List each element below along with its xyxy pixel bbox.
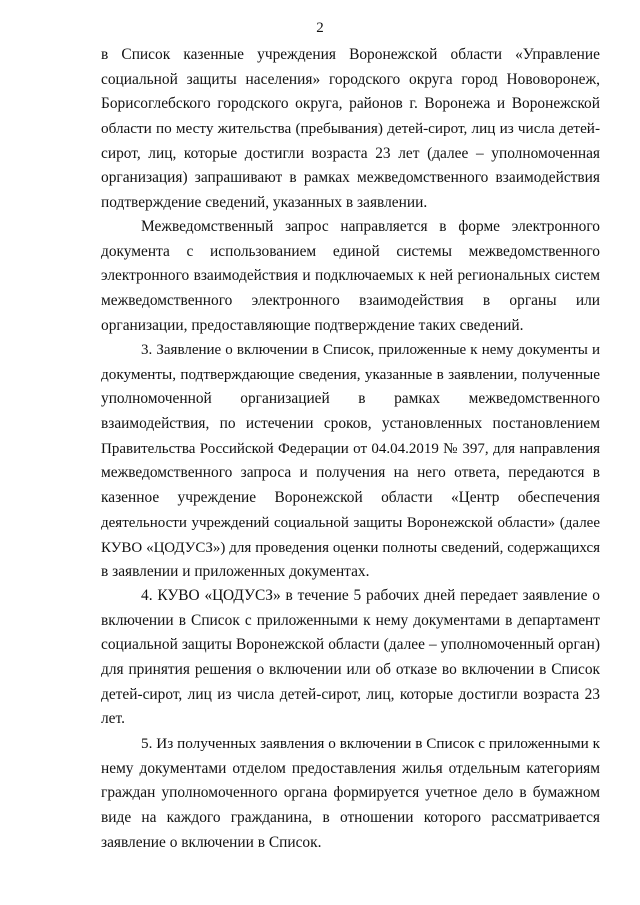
paragraph-1 [101, 43, 600, 216]
text-line: сирот, лиц, которые достигли возраста 23 лет (далее – уполномоченная [101, 144, 600, 162]
text-line: подтверждение сведений, указанных в заявлении. [101, 194, 428, 212]
text-line: Борисоглебского городского округа, районов г. Воронежа и Воронежской [101, 95, 600, 113]
text-line: организация) запрашивают в рамках межведомственного взаимодействия [101, 169, 600, 187]
text-line: социальной защиты населения» городского округа город Нововоронеж, [101, 70, 600, 88]
text-line: межведомственного запроса и получения на него ответа, передаются в [101, 464, 600, 482]
text-line: социальной защиты Воронежской области (далее – уполномоченный орган) [101, 636, 600, 654]
text-line: детей-сирот, лиц из числа детей-сирот, лиц, которые достигли возраста 23 [101, 685, 600, 703]
text-line: граждан уполномоченного органа формируется учетное дело в бумажном [101, 784, 600, 802]
text-line: документа с использованием единой системы межведомственного [101, 242, 600, 260]
text-line: взаимодействия, по истечении сроков, установленных постановлением [101, 415, 600, 433]
paragraph-4 [101, 584, 600, 732]
text-line: области по месту жительства (пребывания) детей-сирот, лиц из числа детей- [101, 120, 600, 138]
text-line: казенное учреждение Воронежской области «Центр обеспечения [101, 489, 600, 507]
text-line: в Список казенные учреждения Воронежской области «Управление [101, 46, 600, 63]
text-line: нему документами отделом предоставления жилья отдельным категориям [101, 759, 600, 777]
paragraph-2 [101, 215, 600, 338]
text-line: для принятия решения о включении или об отказе во включении в Список [101, 661, 600, 679]
text-line: Межведомственный запрос направляется в форме электронного [141, 218, 600, 235]
page-number: 2 [316, 20, 324, 36]
text-line: заявление о включении в Список. [101, 833, 322, 851]
text-line: 4. КУВО «ЦОДУСЗ» в течение 5 рабочих дней передает заявление о [141, 587, 600, 604]
text-line: включении в Список с приложенными к нему документами в департамент [101, 611, 600, 629]
paragraph-5 [101, 732, 600, 855]
text-line: деятельности учреждений социальной защиты Воронежской области» (далее [101, 514, 600, 531]
text-line: уполномоченной организацией в рамках межведомственного [101, 390, 600, 408]
text-line: КУВО «ЦОДУСЗ») для проведения оценки полноты сведений, содержащихся [101, 539, 600, 556]
text-line: 5. Из полученных заявления о включении в Список с приложенными к [141, 735, 600, 752]
text-line: электронного взаимодействия и подключаемых к ней региональных систем [101, 267, 600, 285]
text-line: в заявлении и приложенных документах. [101, 563, 370, 581]
text-line: документы, подтверждающие сведения, указанные в заявлении, полученные [101, 365, 600, 383]
text-line: лет. [101, 710, 125, 728]
text-line: межведомственного электронного взаимодействия в органы или [101, 292, 600, 310]
text-line: 3. Заявление о включении в Список, приложенные к нему документы и [141, 342, 600, 358]
text-line: Правительства Российской Федерации от 04.04.2019 № 397, для направления [101, 440, 600, 457]
text-line: виде на каждого гражданина, в отношении которого рассматривается [101, 809, 600, 827]
paragraph-3 [101, 338, 600, 585]
text-line: организации, предоставляющие подтверждение таких сведений. [101, 316, 524, 334]
